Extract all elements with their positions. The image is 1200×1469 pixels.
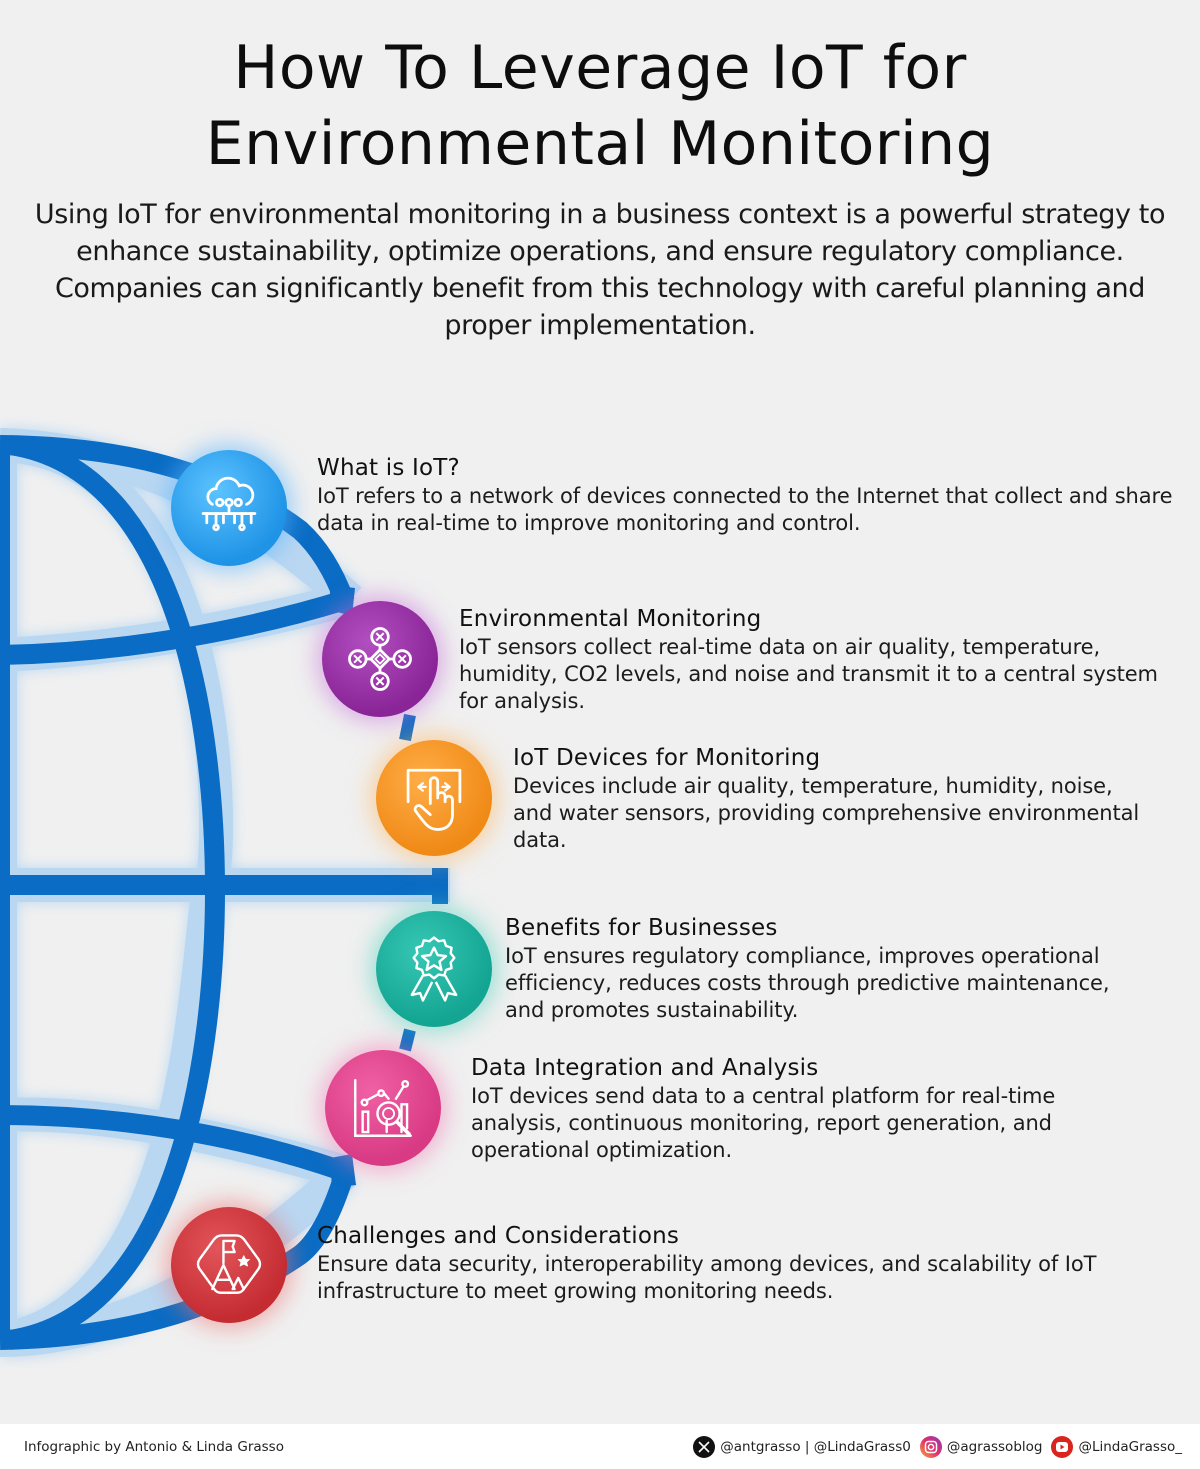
- instagram-handle[interactable]: @agrassoblog: [946, 1438, 1043, 1455]
- item-title: Data Integration and Analysis: [471, 1055, 819, 1081]
- cloud-network-icon: [192, 471, 266, 545]
- node-benefits: [376, 911, 492, 1027]
- item-challenges: [317, 1221, 1137, 1305]
- x-handles[interactable]: @antgrasso | @LindaGrass0: [720, 1438, 911, 1455]
- footer: [0, 1424, 1200, 1469]
- drone-sensor-icon: [343, 622, 417, 696]
- node-what-is-iot: [171, 450, 287, 566]
- chart-magnifier-icon: [346, 1071, 420, 1145]
- credit-text: Infographic by Antonio & Linda Grasso: [24, 1438, 284, 1455]
- item-data-integration: [471, 1053, 1071, 1164]
- item-title: Challenges and Considerations: [317, 1223, 680, 1249]
- item-description: IoT devices send data to a central platform for real-time analysis, continuous monitoring, report generation, and operational optimization.: [471, 1084, 1056, 1162]
- node-challenges: [171, 1207, 287, 1323]
- item-description: Devices include air quality, temperature, humidity, noise, and water sensors, providing comprehensive environmental data.: [513, 774, 1140, 852]
- page-title: [0, 30, 1200, 182]
- mountain-flag-icon: [192, 1228, 266, 1302]
- item-title: Benefits for Businesses: [505, 915, 778, 941]
- intro-paragraph: Using IoT for environmental monitoring in a business context is a powerful strategy to enhance sustainability, optimize operations, and ensure regulatory compliance. Companies can significantly benefit from this technology with careful planning and proper implementation.: [34, 199, 1166, 341]
- item-iot-devices: [513, 743, 1153, 854]
- item-benefits: [505, 913, 1155, 1024]
- item-what-is-iot: [317, 453, 1187, 537]
- instagram-icon: [920, 1436, 942, 1458]
- youtube-icon: [1051, 1436, 1073, 1458]
- title-line-2: Environmental Monitoring: [205, 109, 995, 179]
- youtube-handle[interactable]: @LindaGrasso_: [1078, 1438, 1182, 1455]
- node-environmental-monitoring: [322, 601, 438, 717]
- node-data-integration: [325, 1050, 441, 1166]
- item-description: IoT ensures regulatory compliance, improves operational efficiency, reduces costs through predictive maintenance, and promotes sustainability.: [505, 944, 1110, 1022]
- item-environmental-monitoring: [459, 604, 1189, 715]
- social-links: [693, 1436, 1182, 1458]
- item-title: IoT Devices for Monitoring: [513, 745, 821, 771]
- award-badge-icon: [397, 932, 471, 1006]
- node-iot-devices: [376, 740, 492, 856]
- touch-swipe-icon: [397, 761, 471, 835]
- item-description: IoT sensors collect real-time data on air quality, temperature, humidity, CO2 levels, and noise and transmit it to a central system for analysis.: [459, 635, 1158, 713]
- item-description: Ensure data security, interoperability among devices, and scalability of IoT infrastructure to meet growing monitoring needs.: [317, 1252, 1097, 1303]
- title-line-1: How To Leverage IoT for: [233, 33, 967, 103]
- item-title: Environmental Monitoring: [459, 606, 762, 632]
- x-logo-icon: [693, 1436, 715, 1458]
- item-title: What is IoT?: [317, 455, 460, 481]
- item-description: IoT refers to a network of devices connected to the Internet that collect and share data in real-time to improve monitoring and control.: [317, 484, 1173, 535]
